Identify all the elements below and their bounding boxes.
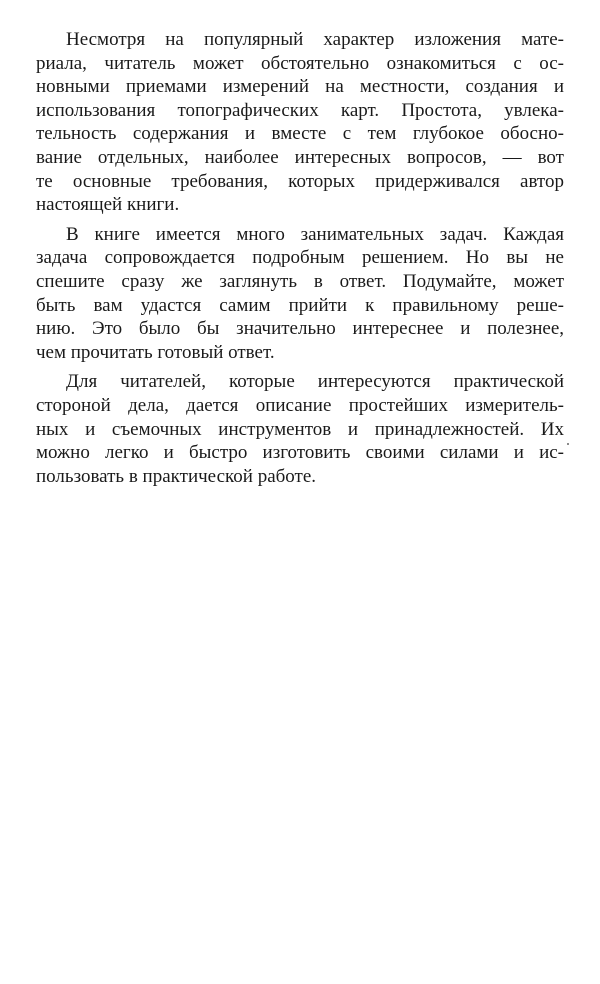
text-line: использования топографических карт. Простота, увлека- <box>36 99 564 121</box>
paragraph-2 <box>36 223 564 365</box>
text-line: вание отдельных, наиболее интересных вопросов, — вот <box>36 146 564 168</box>
text-line: те основные требования, которых придерживался автор <box>36 170 564 192</box>
text-line: пользовать в практической работе. <box>36 465 317 487</box>
text-line: спешите сразу же заглянуть в ответ. Подумайте, может <box>36 270 564 292</box>
text-line: задача сопровождается подробным решением. Но вы не <box>36 247 564 269</box>
text-line: тельность содержания и вместе с тем глубокое обосно- <box>36 123 564 145</box>
paragraph-1 <box>36 28 564 217</box>
text-line: настоящей книги. <box>36 194 180 216</box>
print-speck <box>567 443 569 445</box>
text-line: новными приемами измерений на местности, создания и <box>36 76 564 98</box>
text-line: быть вам удастся самим прийти к правильному реше- <box>36 294 564 316</box>
text-line: ных и съемочных инструментов и принадлежностей. Их <box>36 418 564 440</box>
text-line: Несмотря на популярный характер изложения мате- <box>66 29 564 50</box>
text-line: чем прочитать готовый ответ. <box>36 341 275 363</box>
text-line: риала, читатель может обстоятельно ознакомиться с ос- <box>36 52 564 74</box>
text-line: нию. Это было бы значительно интереснее и полезнее, <box>36 318 564 340</box>
text-line: можно легко и быстро изготовить своими силами и ис- <box>36 442 564 464</box>
text-line: В книге имеется много занимательных задач. Каждая <box>66 223 564 245</box>
document-page <box>36 28 564 494</box>
paragraph-3 <box>36 370 564 488</box>
text-line: стороной дела, дается описание простейших измеритель- <box>36 394 564 416</box>
text-line: Для читателей, которые интересуются практической <box>66 371 564 393</box>
